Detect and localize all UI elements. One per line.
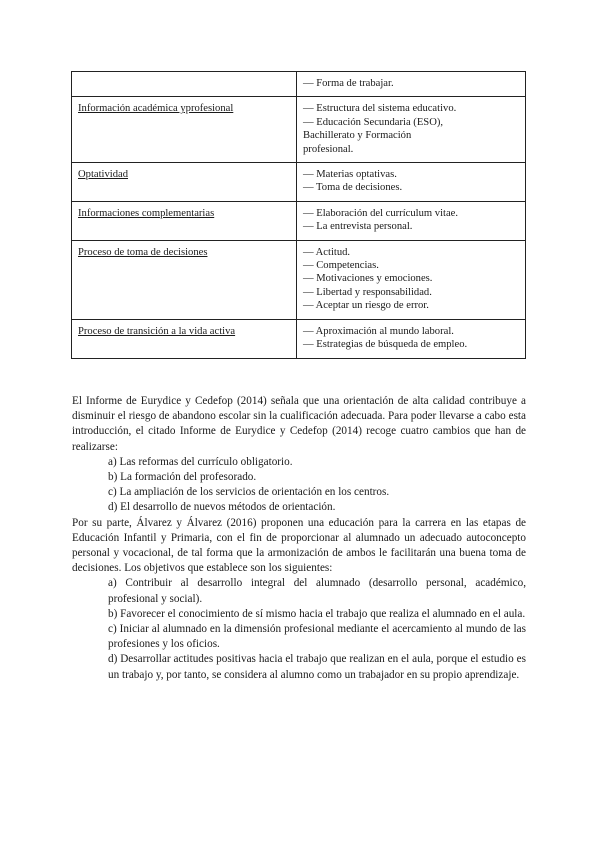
- table-items-cell: [297, 163, 526, 202]
- table-item: — Competencias.: [303, 260, 379, 272]
- table-topic-cell: Proceso de transición a la vida activa: [72, 319, 297, 358]
- table-row: [72, 319, 526, 358]
- table-row: [72, 97, 526, 163]
- table-item: — La entrevista personal.: [303, 221, 413, 233]
- table-topic-cell: Información académica yprofesional: [72, 97, 297, 163]
- table-items-cell: [297, 97, 526, 163]
- table-item: — Actitud.: [303, 246, 351, 258]
- body-text: [72, 394, 526, 683]
- table-item: — Forma de trabajar.: [303, 78, 394, 89]
- paragraph-eurydice: El Informe de Eurydice y Cedefop (2014) señala que una orientación de alta calidad contribuye a disminuir el riesgo de abandono escolar sin la cualificación adecuada. Para poder llevarse a cabo esta introducción, el citado Informe de Eurydice y Cedefop (2014) recoge cuatro cambios que han de realizarse:: [72, 395, 526, 453]
- table-row: [72, 163, 526, 202]
- table-items-cell: [297, 72, 526, 97]
- list-item: c) La ampliación de los servicios de orientación en los centros.: [108, 486, 390, 499]
- table-row: [72, 240, 526, 319]
- table-item: — Estrategias de búsqueda de empleo.: [303, 339, 468, 351]
- table-item: profesional.: [303, 143, 354, 155]
- list-item: b) Favorecer el conocimiento de sí mismo hacia el trabajo que realiza el alumnado en el aula.: [108, 607, 526, 620]
- orientation-topics-table: [71, 71, 526, 359]
- table-item: — Motivaciones y emociones.: [303, 273, 433, 285]
- list-item: a) Contribuir al desarrollo integral del alumnado (desarrollo personal, académico, profesional y social).: [108, 577, 526, 605]
- table-item: — Materias optativas.: [303, 169, 397, 181]
- list-item: b) La formación del profesorado.: [108, 471, 257, 484]
- table-topic-cell: [72, 72, 297, 97]
- table-topic-cell: Informaciones complementarias: [72, 201, 297, 240]
- paragraph-alvarez: Por su parte, Álvarez y Álvarez (2016) proponen una educación para la carrera en las etapas de Educación Infantil y Primaria, con el fin de proporcionar al alumnado un adecuado autoconcepto personal y vocacional, de tal forma que la armonización de ambos le facilitarán una buena toma de decisiones. Los objetivos que establece son los siguientes:: [72, 516, 526, 575]
- list-item: d) El desarrollo de nuevos métodos de orientación.: [108, 501, 336, 514]
- list-item: c) Iniciar al alumnado en la dimensión profesional mediante el acercamiento al mundo de las profesiones y los oficios.: [108, 623, 526, 651]
- table-item: — Toma de decisiones.: [303, 182, 403, 194]
- table-item: — Libertad y responsabilidad.: [303, 286, 432, 298]
- table-items-cell: [297, 319, 526, 358]
- table-row: [72, 201, 526, 240]
- table-item: — Aproximación al mundo laboral.: [303, 325, 454, 337]
- table-row: [72, 72, 526, 97]
- table-item: — Estructura del sistema educativo.: [303, 103, 457, 115]
- table-item: — Educación Secundaria (ESO),: [303, 116, 444, 128]
- table-topic-cell: Proceso de toma de decisiones: [72, 240, 297, 319]
- table-topic-cell: Optatividad: [72, 163, 297, 202]
- table-items-cell: [297, 201, 526, 240]
- table-item: — Aceptar un riesgo de error.: [303, 300, 429, 312]
- list-item: d) Desarrollar actitudes positivas hacia el trabajo que realizan en el aula, porque el estudio es un trabajo y, por tanto, se considera al alumno como un trabajador en su propio aprendizaje.: [108, 653, 526, 681]
- table-item: Bachillerato y Formación: [303, 130, 412, 142]
- table-item: — Elaboración del currículum vitae.: [303, 207, 459, 219]
- table-items-cell: [297, 240, 526, 319]
- list-item: a) Las reformas del currículo obligatorio.: [108, 455, 293, 468]
